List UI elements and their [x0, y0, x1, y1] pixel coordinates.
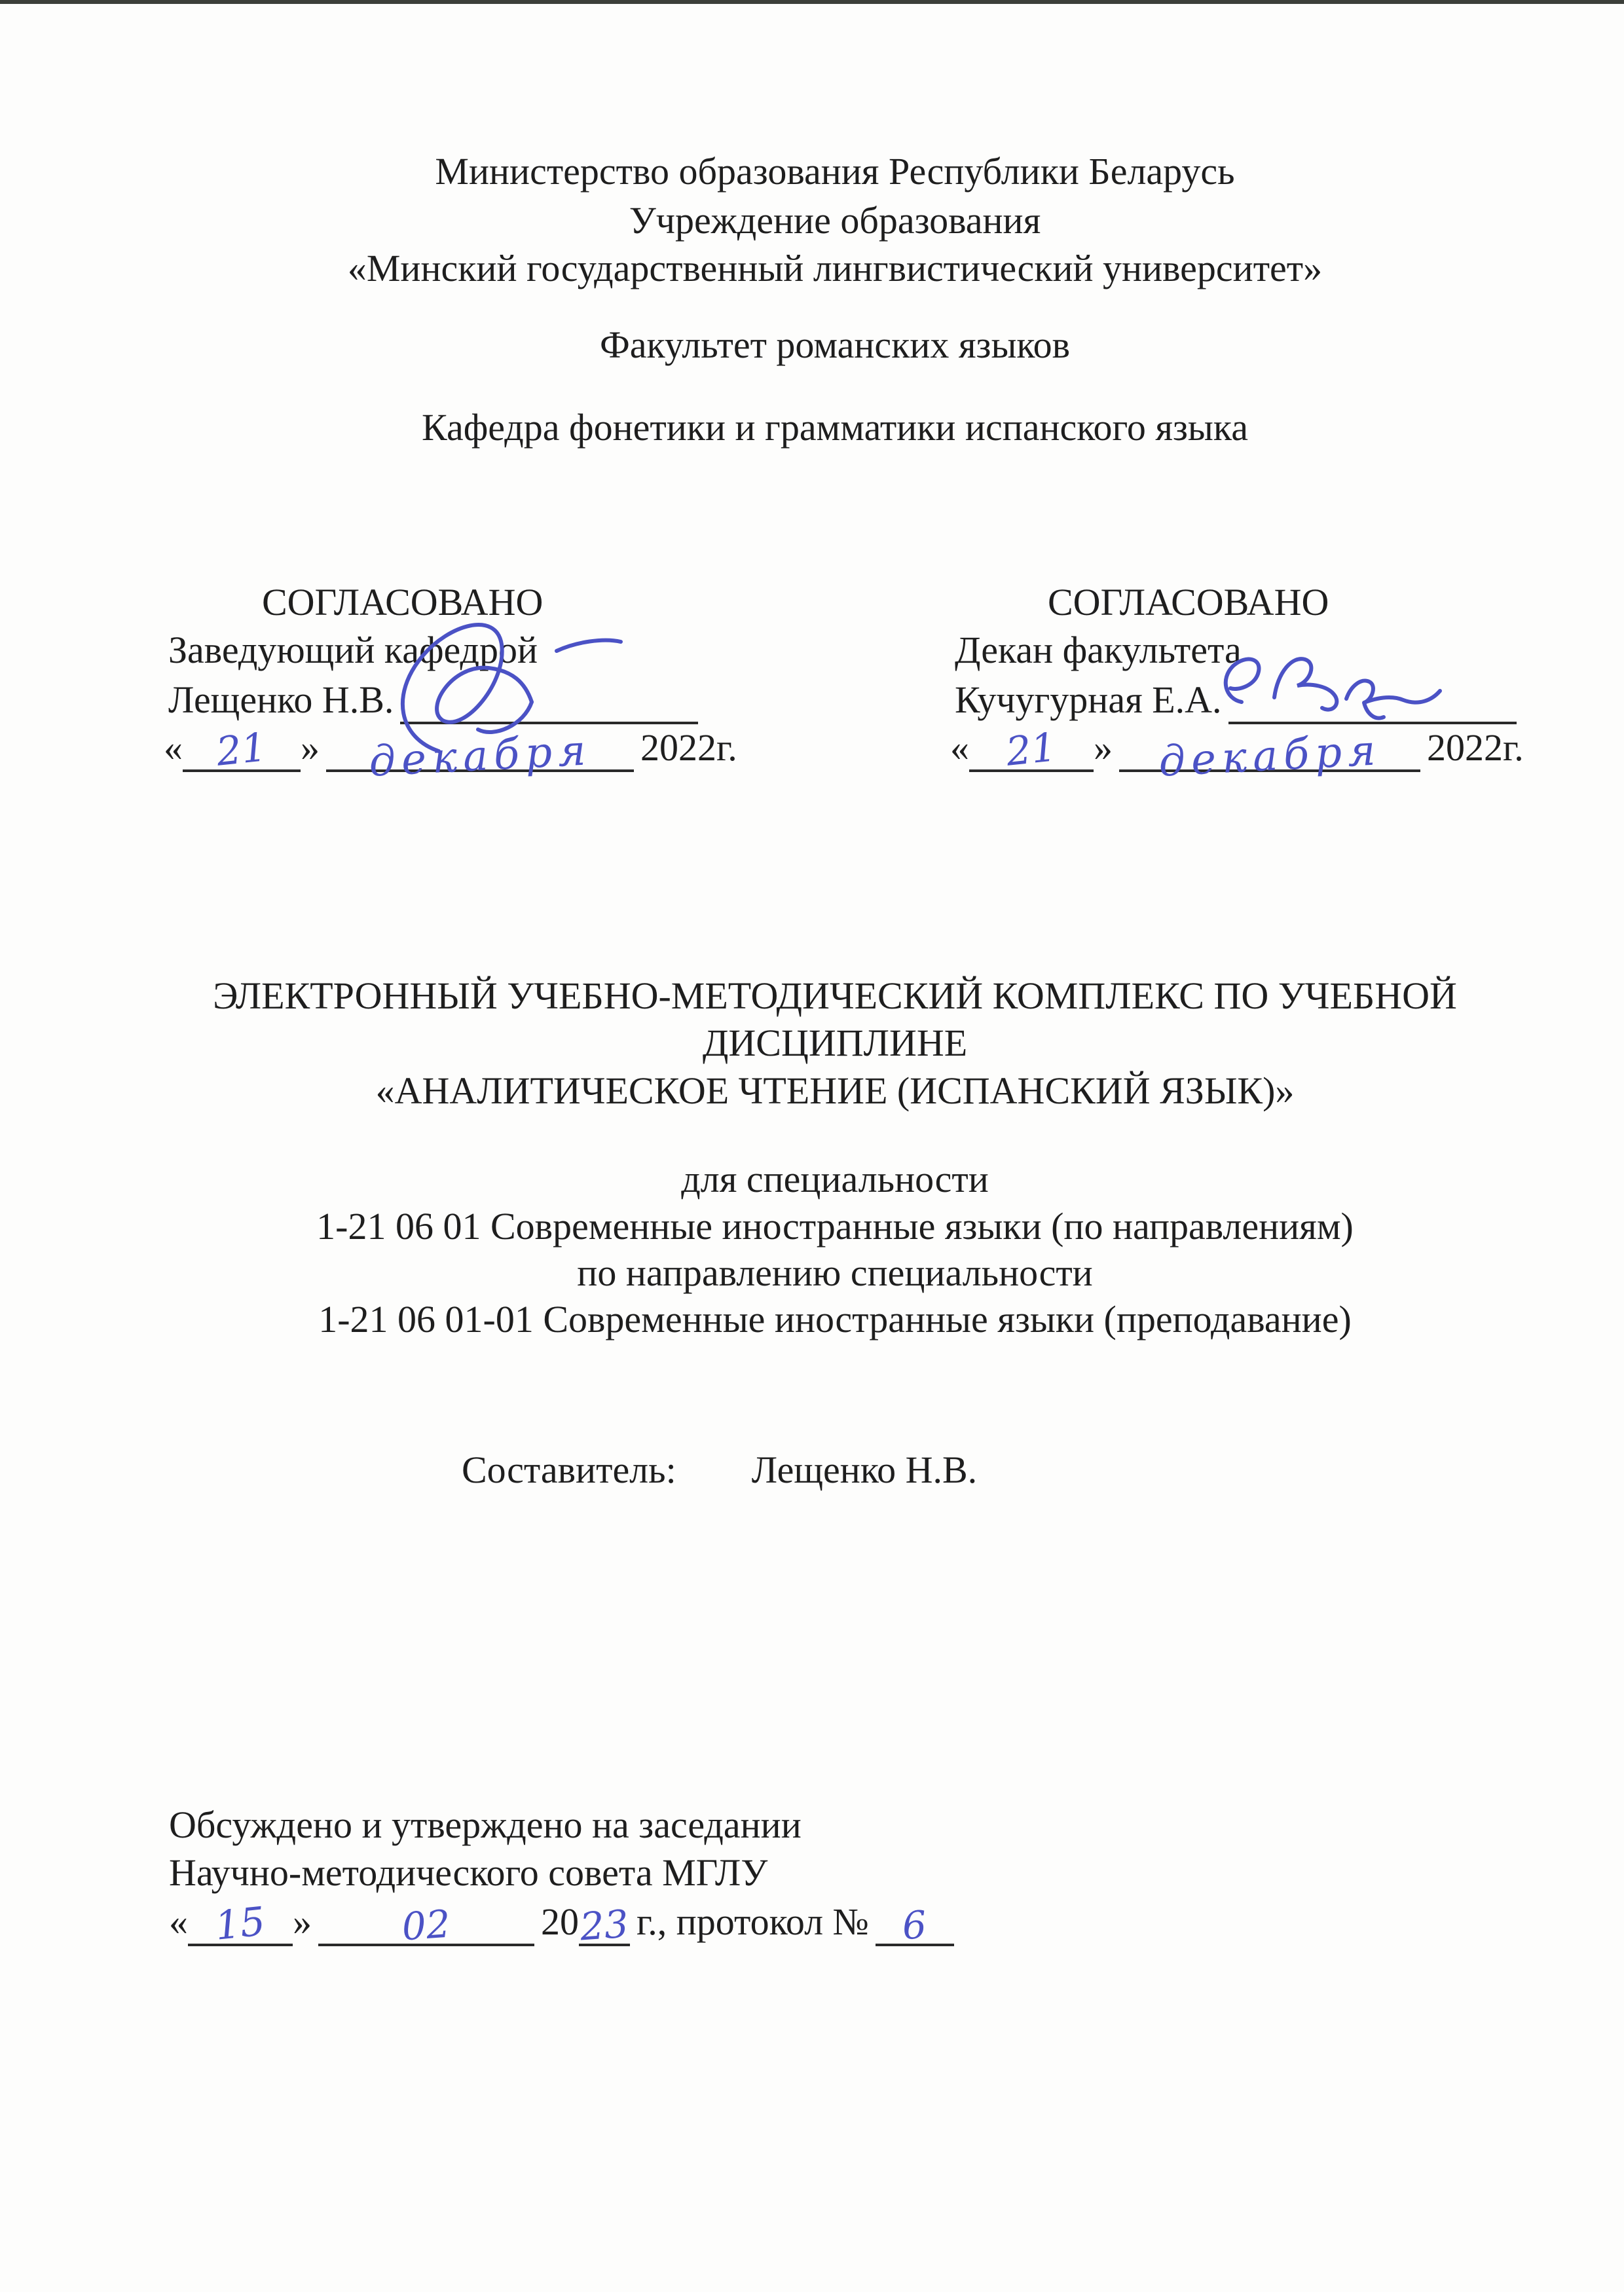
approval-left-year: 2022г. — [640, 726, 737, 769]
approval-right-signature-line — [1228, 680, 1517, 724]
approval-right-name: Кучугурная Е.А. — [955, 678, 1222, 721]
quote-close: » — [301, 726, 320, 769]
approval-block-left — [164, 578, 792, 794]
quote-close: » — [293, 1900, 312, 1943]
specialty-line1: для специальности — [681, 1158, 989, 1200]
approval-left-name-row — [168, 675, 698, 724]
footer-protocol-line — [876, 1902, 954, 1949]
quote-close: » — [1094, 726, 1113, 769]
header-university: «Минский государственный лингвистический университет» — [347, 247, 1323, 289]
approval-left-heading: СОГЛАСОВАНО — [262, 581, 544, 623]
approval-left-day-line — [183, 724, 301, 776]
quote-open: « — [169, 1900, 188, 1943]
approval-right-heading: СОГЛАСОВАНО — [1048, 581, 1329, 623]
approval-right-name-row — [955, 675, 1517, 724]
approval-right-year: 2022г. — [1427, 726, 1524, 769]
compiler-row — [462, 1445, 977, 1494]
approval-left-date-row — [164, 723, 737, 787]
footer-date-row — [169, 1897, 954, 1950]
footer-line2: Научно-методического совета МГЛУ — [169, 1851, 768, 1894]
footer-year-handwritten: 23 — [578, 1901, 631, 1950]
main-title-line1: ЭЛЕКТРОННЫЙ УЧЕБНО-МЕТОДИЧЕСКИЙ КОМПЛЕКС ПО УЧЕБНОЙ — [213, 974, 1457, 1017]
compiler-label: Составитель: — [462, 1449, 676, 1491]
approval-block-right — [950, 578, 1579, 794]
specialty-line3: по направлению специальности — [577, 1251, 1093, 1294]
approval-right-day-handwritten: 21 — [1003, 724, 1059, 776]
approval-left-role: Заведующий кафедрой — [168, 629, 538, 671]
approval-left-name: Лещенко Н.В. — [168, 678, 394, 721]
approval-right-role: Декан факультета — [955, 629, 1242, 671]
quote-open: « — [950, 726, 969, 769]
approval-left-day-handwritten: 21 — [213, 724, 269, 776]
header-department: Кафедра фонетики и грамматики испанского языка — [422, 406, 1248, 449]
approval-right-month-line — [1119, 726, 1420, 787]
quote-open: « — [164, 726, 183, 769]
approval-left-month-handwritten: декабря — [367, 726, 593, 787]
specialty-line2: 1-21 06 01 Современные иностранные языки (по направлениям) — [316, 1205, 1354, 1248]
approval-left-signature-line — [400, 680, 698, 724]
footer-day-line — [188, 1898, 293, 1950]
footer-tail: г., протокол № — [637, 1900, 869, 1943]
approval-right-month-handwritten: декабря — [1157, 726, 1383, 787]
main-title-line2: ДИСЦИПЛИНЕ — [702, 1022, 968, 1064]
footer-line1: Обсуждено и утверждено на заседании — [169, 1803, 802, 1846]
approval-right-day-line — [969, 724, 1094, 776]
footer-month-line — [318, 1901, 534, 1950]
header-ministry: Министерство образования Республики Беларусь — [435, 150, 1235, 193]
approval-right-date-row — [950, 723, 1524, 787]
footer-day-handwritten: 15 — [212, 1898, 268, 1950]
footer-year-line — [578, 1901, 631, 1950]
header-faculty: Факультет романских языков — [599, 323, 1071, 366]
main-title-line3: «АНАЛИТИЧЕСКОЕ ЧТЕНИЕ (ИСПАНСКИЙ ЯЗЫК)» — [375, 1069, 1295, 1112]
footer-protocol-handwritten: 6 — [900, 1902, 929, 1949]
footer-year-prefix: 20 — [541, 1900, 579, 1943]
specialty-line4: 1-21 06 01-01 Современные иностранные языки (преподавание) — [318, 1298, 1352, 1340]
header-institution: Учреждение образования — [629, 199, 1041, 242]
footer-month-handwritten: 02 — [400, 1901, 452, 1950]
compiler-name: Лещенко Н.В. — [751, 1449, 978, 1491]
approval-left-month-line — [326, 726, 634, 787]
scan-top-edge — [0, 0, 1624, 4]
